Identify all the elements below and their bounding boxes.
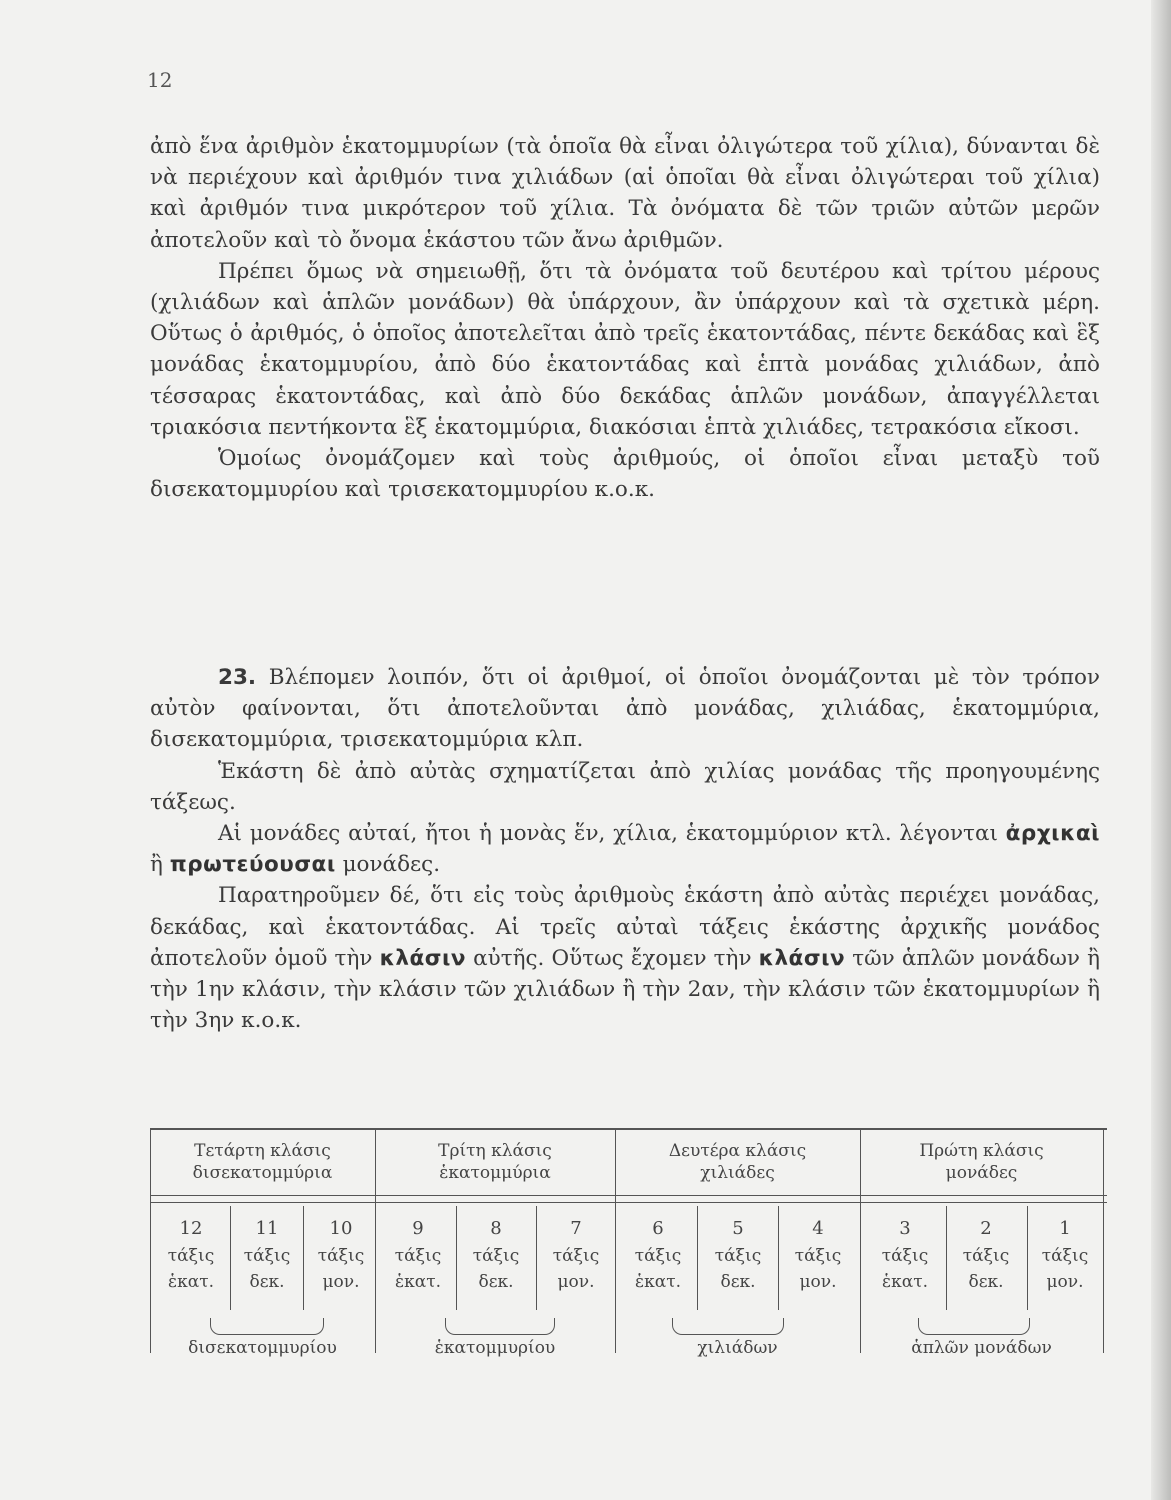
term-klasin-2: κλάσιν	[758, 945, 846, 971]
order-label: τάξις	[1041, 1246, 1089, 1266]
paragraph-6-or: ἢ	[150, 852, 163, 878]
order-label: τάξις	[634, 1246, 682, 1266]
brace-thousands	[672, 1318, 784, 1335]
paragraph-4-text: Βλέπομεν λοιπόν, ὅτι οἱ ἀριθμοί, οἱ ὁποῖοι ὀνομάζονται μὲ τὸν τρόπον αὐτὸν φαίνονται, ὅτι ἀποτελοῦνται ἀπὸ μονάδας, χιλιάδας, ἑκατομμύρια, δισεκατομμύρια, τρισεκατομμύρια κλπ.	[150, 665, 1100, 753]
paragraph-6-text-a: Αἱ μονάδες αὐταί, ἤτοι ἡ μονὰς ἕν, χίλια, ἑκατομμύριον κτλ. λέγονται	[218, 821, 998, 847]
header-first-class	[860, 1140, 1103, 1184]
paragraph-7-text-c: αὐτῆς. Οὕτως ἔχομεν τὴν	[473, 945, 752, 971]
order-number: 11	[255, 1218, 279, 1239]
header-line: Τετάρτη κλάσις	[194, 1141, 331, 1161]
order-label: τάξις	[552, 1246, 600, 1266]
brace-billions	[210, 1318, 324, 1335]
order-unit: ἑκατ.	[167, 1272, 215, 1292]
order-unit: δεκ.	[478, 1272, 514, 1292]
order-label: τάξις	[394, 1246, 442, 1266]
header-line: Τρίτη κλάσις	[438, 1141, 552, 1161]
order-number: 5	[732, 1218, 744, 1239]
footer-billions: δισεκατομμυρίου	[188, 1338, 337, 1358]
order-unit: ἑκατ.	[881, 1272, 929, 1292]
brace-units	[918, 1318, 1030, 1335]
header-line: Πρώτη κλάσις	[919, 1141, 1044, 1161]
table-right-border	[1103, 1128, 1104, 1353]
footer-thousands: χιλιάδων	[697, 1338, 778, 1358]
paragraph-4	[150, 662, 1100, 756]
footer-simple-units: ἁπλῶν μονάδων	[911, 1338, 1052, 1358]
paragraph-2: Πρέπει ὅμως νὰ σημειωθῇ, ὅτι τὰ ὀνόματα τοῦ δευτέρου καὶ τρίτου μέρους (χιλιάδων καὶ ἁπλῶν μονάδων) θὰ ὑπάρχουν, ἂν ὑπάρχουν καὶ τὰ σχετικὰ μέρη. Οὕτως ὁ ἀριθμός, ὁ ὁποῖος ἀποτελεῖται ἀπὸ τρεῖς ἑκατοντάδας, πέντε δεκάδας καὶ ἓξ μονάδας ἑκατομμυρίου, ἀπὸ δύο ἑκατοντάδας καὶ ἑπτὰ μονάδας χιλιάδων, ἀπὸ τέσσαρας ἑκατοντάδας, καὶ ἀπὸ δύο δεκάδας ἁπλῶν μονάδων, ἀπαγγέλλεται τριακόσια πεντήκοντα ἓξ ἑκατομμύρια, διακόσιαι ἑπτὰ χιλιάδες, τετρακόσια εἴκοσι.	[150, 258, 1100, 440]
order-number: 7	[570, 1218, 582, 1239]
order-number: 9	[412, 1218, 424, 1239]
term-archikai: ἀρχικαὶ	[1005, 821, 1100, 847]
order-number: 10	[329, 1218, 353, 1239]
term-proteuousai: πρωτεύουσαι	[169, 852, 336, 878]
table-header-rule	[150, 1195, 1107, 1196]
term-klasin-1: κλάσιν	[379, 945, 466, 971]
header-line: χιλιάδες	[700, 1163, 775, 1183]
order-label: τάξις	[794, 1246, 842, 1266]
order-number: 12	[179, 1218, 203, 1239]
paragraph-7-text-d: τῶν ἁπλῶν μονάδων ἢ τὴν 1ην κλάσιν, τὴν κλάσιν τῶν χιλιάδων ἢ τὴν 2αν, τὴν κλάσιν τῶν ἑκατομμυρίων ἢ τὴν 3ην κ.ο.κ.	[150, 945, 1100, 1034]
order-label: τάξις	[472, 1246, 520, 1266]
paragraph-6-text-c: μονάδες.	[342, 852, 441, 878]
order-number: 8	[490, 1218, 502, 1239]
table-top-rule	[150, 1128, 1107, 1130]
section-23	[150, 662, 1100, 1036]
header-fourth-class	[150, 1140, 375, 1184]
header-line: ἑκατομμύρια	[439, 1163, 551, 1183]
header-second-class	[615, 1140, 860, 1184]
order-unit: ἑκατ.	[634, 1272, 682, 1292]
order-number: 3	[899, 1218, 911, 1239]
section-number: 23.	[218, 665, 257, 690]
paragraph-5: Ἑκάστη δὲ ἀπὸ αὐτὰς σχηματίζεται ἀπὸ χιλίας μονάδας τῆς προηγουμένης τάξεως.	[150, 758, 1100, 815]
brace-millions	[445, 1318, 555, 1335]
order-unit: μον.	[1046, 1272, 1084, 1292]
order-unit: δεκ.	[249, 1272, 285, 1292]
paragraph-7-text-a: Παρατηροῦμεν δέ, ὅτι εἰς τοὺς ἀριθμοὺς ἑκάστη ἀπὸ αὐτὰς περιέχει μονάδας, δεκάδας, καὶ ἑκατοντάδας. Αἱ τρεῖς αὐταὶ τάξεις ἑκάστης ἀρχικῆς μονάδος ἀποτελοῦν ὁμοῦ τὴν	[150, 883, 1100, 971]
order-unit: δεκ.	[968, 1272, 1004, 1292]
number-classes-table	[150, 1128, 1107, 1358]
paragraph-3: Ὁμοίως ὀνομάζομεν καὶ τοὺς ἀριθμούς, οἱ ὁποῖοι εἶναι μεταξὺ τοῦ δισεκατομμυρίου καὶ τρισεκατομμυρίου κ.ο.κ.	[150, 446, 1100, 503]
order-unit: μον.	[322, 1272, 360, 1292]
order-unit: μον.	[799, 1272, 837, 1292]
order-number: 2	[980, 1218, 992, 1239]
order-number: 1	[1059, 1218, 1071, 1239]
order-label: τάξις	[317, 1246, 365, 1266]
paragraph-7	[150, 880, 1100, 1036]
paragraph-6	[150, 818, 1100, 880]
order-unit: μον.	[557, 1272, 595, 1292]
table-header-rule-2	[150, 1202, 1107, 1203]
page-edge-shadow	[1151, 0, 1171, 1500]
order-label: τάξις	[962, 1246, 1010, 1266]
order-label: τάξις	[243, 1246, 291, 1266]
order-unit: δεκ.	[720, 1272, 756, 1292]
header-line: μονάδες	[945, 1163, 1018, 1183]
footer-millions: ἑκατομμυρίου	[434, 1338, 556, 1358]
header-line: δισεκατομμύρια	[192, 1163, 333, 1183]
order-label: τάξις	[167, 1246, 215, 1266]
order-number: 4	[812, 1218, 824, 1239]
page-number: 12	[147, 68, 173, 92]
paragraph-continuation	[150, 131, 1100, 505]
order-unit: ἑκατ.	[394, 1272, 442, 1292]
order-number: 6	[652, 1218, 664, 1239]
paragraph-1: ἀπὸ ἕνα ἀριθμὸν ἑκατομμυρίων (τὰ ὁποῖα θὰ εἶναι ὀλιγώτερα τοῦ χίλια), δύνανται δὲ νὰ περιέχουν καὶ ἀριθμόν τινα χιλιάδων (αἱ ὁποῖαι θὰ εἶναι ὀλιγώτεραι τοῦ χίλια) καὶ ἀριθμόν τινα μικρότερον τοῦ χίλια. Τὰ ὀνόματα δὲ τῶν τριῶν αὐτῶν μερῶν ἀποτελοῦν καὶ τὸ ὄνομα ἑκάστου τῶν ἄνω ἀριθμῶν.	[150, 134, 1100, 253]
col-divider	[697, 1206, 698, 1310]
header-line: Δευτέρα κλάσις	[668, 1141, 807, 1161]
order-label: τάξις	[714, 1246, 762, 1266]
order-label: τάξις	[881, 1246, 929, 1266]
header-third-class	[375, 1140, 615, 1184]
